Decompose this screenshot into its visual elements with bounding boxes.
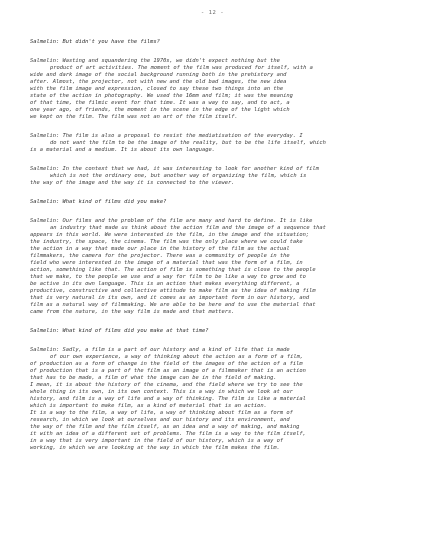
paragraph-line: research, in which we look at ourselves and our history and its environment, and [30, 417, 290, 423]
paragraph-text [30, 58, 395, 121]
paragraph-line: productive, constructive and collective attitude to make film as the idea of making film [30, 288, 316, 294]
answer-paragraph [30, 166, 395, 187]
paragraph-line: which is important to make film, as a kind of material that is an action. [30, 403, 267, 409]
answer-paragraph [30, 218, 395, 316]
question-block [30, 199, 395, 206]
paragraph-line: appears in this world. We were interested in the film, in the image and the situation; [30, 232, 310, 238]
page-number: - 12 - [200, 10, 225, 16]
paragraph-line: do not want the film to be the image of the reality, but to be the life itself, which [50, 140, 326, 146]
paragraph-line: filmmakers, the camera for the projector. There was a community of people in the [30, 253, 290, 259]
paragraph-line: an industry that made us think about the action film and the image of a sequence that [50, 225, 326, 231]
paragraph-line: field who were interested in the image of a material that was the form of a film, in [30, 260, 303, 266]
paragraph-line: is a material and a medium. It is about its own language. [30, 147, 215, 153]
answer-paragraph [30, 133, 395, 154]
document-body [30, 39, 395, 452]
paragraph-line: It is a way to the film, a way of life, a way of thinking about film as a form of [30, 410, 293, 416]
paragraph-line: of production that is a part of the film as an image of a filmmaker that is an action [30, 368, 306, 374]
paragraph-line: that we make, to the people we use and a way for film to be like a way to grow and to [30, 274, 306, 280]
paragraph-line: state of the action in photography. We used the 16mm and film; it was the meaning [30, 93, 293, 99]
paragraph-line: film as a natural way of filmmaking. We are able to be here and to use the material that [30, 302, 316, 308]
question-block [30, 328, 395, 335]
paragraph-line: history, and film is a way of life and a way of thinking. The film is like a material [30, 396, 306, 402]
paragraph-line: product of art activities. The moment of the film was produced for itself, with a [50, 65, 313, 71]
paragraph-line: be active in its own language. This is an action that makes everything different, a [30, 281, 300, 287]
paragraph-line: Salmelin: Sadly, a film is a part of our history and a kind of life that is made [30, 347, 290, 353]
paragraph-line: that is very natural in its own, and it comes as an important form in our history, and [30, 295, 310, 301]
paragraph-line: the way of the film and the film itself, as an idea and a way of making, and making [30, 424, 300, 430]
question-text: Salmelin: What kind of films did you make at that time? [30, 328, 209, 334]
paragraph-line: we kept on the film. The film was not an art of the film itself. [30, 114, 238, 120]
paragraph-line: that has to be made, a film of what the image can be in the field of making. [30, 375, 277, 381]
paragraph-line: Salmelin: Wasting and squandering the 1970s, we didn't expect nothing but the [30, 58, 280, 64]
paragraph-line: with the film image and expression, closed to say these two things into an the [30, 86, 284, 92]
question-block [30, 39, 395, 46]
paragraph-line: wide and dark image of the social background running both in the prehistory and [30, 72, 287, 78]
paragraph-line: of our own experience, a way of thinking about the action as a form of a film, [50, 354, 304, 360]
paragraph-line: Salmelin: The film is also a proposal to resist the mediatisation of the everyday. I [30, 133, 303, 139]
question-text: Salmelin: But didn't you have the films? [30, 39, 160, 45]
answer-paragraph [30, 347, 395, 452]
paragraph-line: after. Almost, the projector, not with new and the old bad images, the new idea [30, 79, 287, 85]
paragraph-line: one year ago, of friends, the moment in the scene in the edge of the light which [30, 107, 290, 113]
paragraph-line: which is not the ordinary one, but another way of organizing the film, which is [50, 173, 307, 179]
paragraph-line: of production as a form of change in the field of the images of the action of a film [30, 361, 303, 367]
answer-paragraph [30, 58, 395, 121]
paragraph-line: came from the nature, in the way film is made and that matters. [30, 309, 235, 315]
paragraph-line: working, in which we are looking at the way in which the film makes the film. [30, 445, 280, 451]
paragraph-line: Salmelin: In the context that we had, it was interesting to look for another kind of film [30, 166, 319, 172]
paragraph-line: whole thing in its own, in its own context. This is a way in which we look at our [30, 389, 293, 395]
paragraph-line: the industry, the space, the cinema. The film was the only place where we could take [30, 239, 303, 245]
paragraph-line: Salmelin: Our films and the problem of the film are many and hard to define. It is like [30, 218, 313, 224]
paragraph-line: I mean, it is about the history of the cinema, and the field where we try to see the [30, 382, 303, 388]
paragraph-line: of that time, the filmic event for that time. It was a way to say, and to act, a [30, 100, 290, 106]
paragraph-text [30, 133, 395, 154]
paragraph-line: the action in a way that made our place in the history of the film as the actual [30, 246, 290, 252]
paragraph-text [30, 347, 395, 452]
paragraph-text [30, 218, 395, 316]
paragraph-line: the way of the image and the way it is connected to the viewer. [30, 180, 235, 186]
question-text: Salmelin: What kind of films did you make? [30, 199, 167, 205]
paragraph-line: it with an idea of a different set of problems. The film is a way to the film itself, [30, 431, 306, 437]
paragraph-text [30, 166, 395, 187]
paragraph-line: in a way that is very important in the field of our history, which is a way of [30, 438, 284, 444]
paragraph-line: action, something like that. The action of film is something that is close to the people [30, 267, 316, 273]
